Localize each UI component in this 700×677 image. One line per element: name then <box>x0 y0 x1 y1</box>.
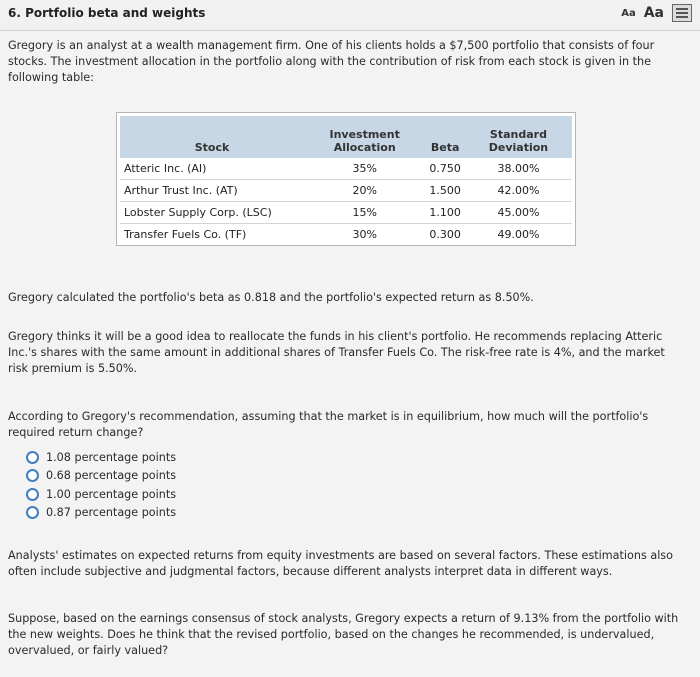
radio-button[interactable] <box>26 488 39 501</box>
increase-font-button[interactable]: Aa <box>643 5 664 21</box>
table-row <box>120 158 572 180</box>
suppose-paragraph: Suppose, based on the earnings consensus of stock analysts, Gregory expects a return of 9.13% from the portfolio with the new weights. Does he think that the revised portfolio, based on the changes he recommended, is undervalued, overvalued, or fairly valued? <box>8 612 679 657</box>
header-stock: Stock <box>194 141 230 154</box>
portfolio-table-container <box>116 112 576 246</box>
cell-sd: 42.00% <box>465 180 572 202</box>
cell-beta: 1.100 <box>425 202 465 224</box>
table-row <box>120 202 572 224</box>
question-title: 6. Portfolio beta and weights <box>8 6 206 20</box>
analysts-paragraph: Analysts' estimates on expected returns from equity investments are based on several factors. These estimations also often include subjective and judgmental factors, because different analysts interpret data in different ways. <box>8 549 673 578</box>
header-sd: Standard Deviation <box>488 128 549 154</box>
recommendation-paragraph: Gregory thinks it will be a good idea to reallocate the funds in his client's portfolio. He recommends replacing Atteric Inc.'s shares with the same amount in additional shares of Transfer Fuels Co. The risk-free rate is 4%, and the market risk premium is 5.50%. <box>8 330 665 375</box>
radio-button[interactable] <box>26 451 39 464</box>
question-header <box>0 0 700 31</box>
table-row <box>120 180 572 202</box>
cell-stock: Lobster Supply Corp. (LSC) <box>120 202 304 224</box>
answer-options <box>26 448 176 522</box>
option-label: 0.68 percentage points <box>46 469 177 483</box>
cell-sd: 38.00% <box>465 158 572 180</box>
table-header-row <box>120 116 572 158</box>
answer-option[interactable] <box>26 504 176 523</box>
answer-option[interactable] <box>26 448 176 467</box>
question-prompt: According to Gregory's recommendation, assuming that the market is in equilibrium, how much will the portfolio's required return change? <box>8 410 649 439</box>
cell-stock: Atteric Inc. (AI) <box>120 158 304 180</box>
cell-stock: Arthur Trust Inc. (AT) <box>120 180 304 202</box>
decrease-font-button[interactable]: Aa <box>621 7 636 19</box>
intro-paragraph: Gregory is an analyst at a wealth management firm. One of his clients holds a $7,500 portfolio that consists of four stocks. The investment allocation in the portfolio along with the contribution of risk from each stock is given in the following table: <box>8 39 655 84</box>
option-label: 1.08 percentage points <box>46 450 177 464</box>
cell-allocation: 30% <box>352 228 377 241</box>
answer-option[interactable] <box>26 467 176 486</box>
option-label: 1.00 percentage points <box>46 487 177 501</box>
option-label: 0.87 percentage points <box>46 506 177 520</box>
document-icon[interactable] <box>672 4 692 22</box>
portfolio-table <box>120 116 572 245</box>
cell-beta: 0.750 <box>425 158 465 180</box>
header-beta: Beta <box>430 141 460 154</box>
table-row <box>120 224 572 246</box>
cell-allocation: 20% <box>304 180 425 202</box>
font-size-tools <box>621 4 692 22</box>
cell-allocation: 35% <box>304 158 425 180</box>
cell-beta: 0.300 <box>429 228 461 241</box>
cell-beta: 1.500 <box>425 180 465 202</box>
cell-sd: 49.00% <box>497 228 540 241</box>
beta-calculation-paragraph: Gregory calculated the portfolio's beta as 0.818 and the portfolio's expected return as 8.50%. <box>8 291 534 304</box>
radio-button[interactable] <box>26 469 39 482</box>
answer-option[interactable] <box>26 485 176 504</box>
radio-button[interactable] <box>26 506 39 519</box>
cell-sd: 45.00% <box>465 202 572 224</box>
cell-stock: Transfer Fuels Co. (TF) <box>124 228 247 241</box>
cell-allocation: 15% <box>304 202 425 224</box>
header-allocation: Investment Allocation <box>329 128 400 154</box>
